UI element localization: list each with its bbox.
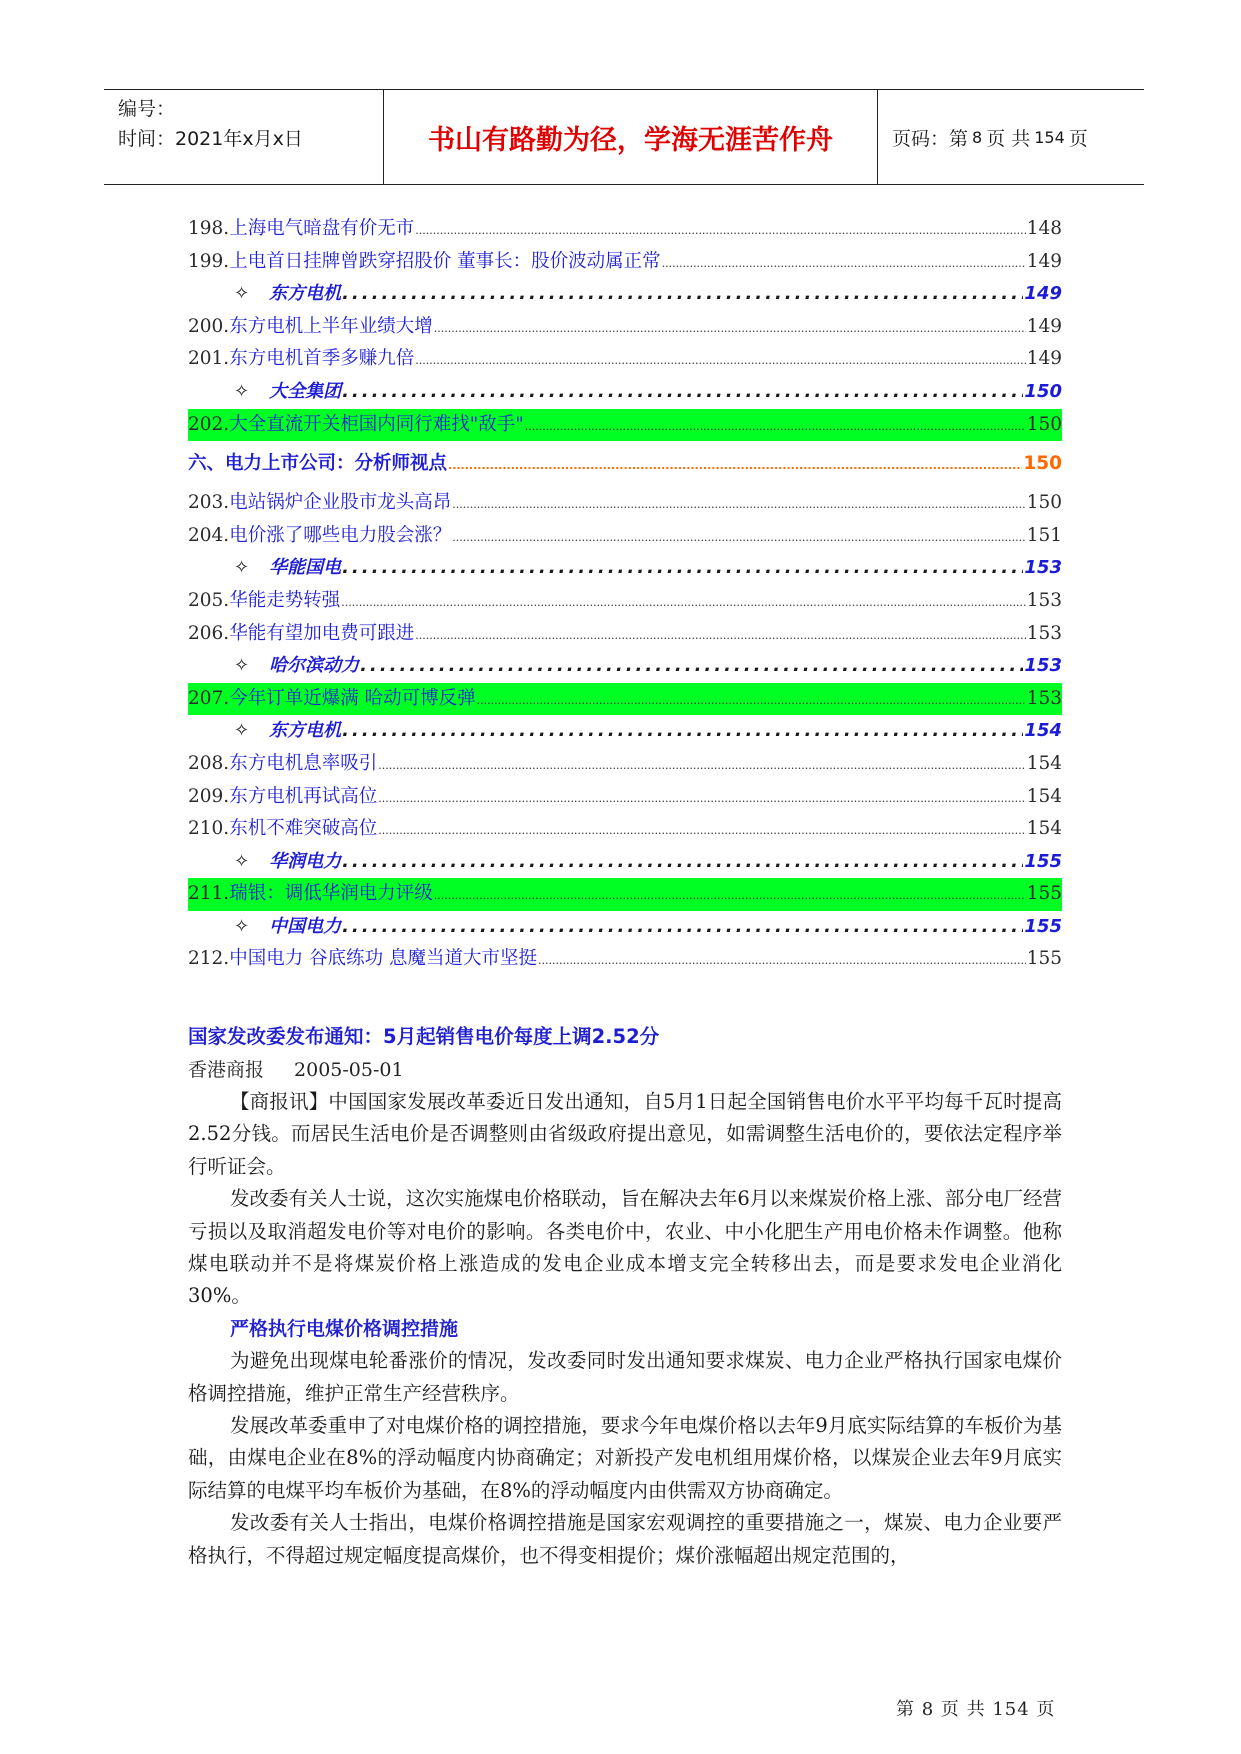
- toc-leader: [342, 376, 1023, 409]
- toc-entry[interactable]: [188, 213, 1062, 246]
- toc-leader: [342, 715, 1023, 748]
- toc-title-link[interactable]: 瑞银：调低华润电力评级: [229, 883, 433, 905]
- toc-page-number: 155: [1024, 915, 1062, 937]
- toc-page-number: 155: [1026, 948, 1062, 970]
- toc-leader: [415, 620, 1025, 651]
- toc-title-link[interactable]: 东方电机息率吸引: [229, 752, 378, 774]
- toc-number: 205.: [188, 589, 230, 611]
- toc-entry[interactable]: [188, 246, 1062, 279]
- toc-page-number: 148: [1026, 218, 1062, 239]
- toc-number: 200.: [188, 315, 230, 337]
- toc-page-number: 153: [1026, 589, 1062, 611]
- article-date: 2005-05-01: [294, 1059, 404, 1081]
- toc-title-link[interactable]: 中国电力: [269, 915, 342, 937]
- toc-entry[interactable]: [188, 781, 1062, 814]
- toc-number: 199.: [188, 250, 230, 272]
- header-motto: 书山有路勤为径，学海无涯苦作舟: [384, 90, 878, 184]
- toc-subheading[interactable]: [188, 650, 1062, 683]
- toc-leader: [452, 522, 1025, 553]
- toc-entry[interactable]: [188, 311, 1062, 344]
- article-source-line: [188, 1054, 1062, 1086]
- toc-entry[interactable]: [188, 618, 1062, 651]
- toc-number: 211.: [188, 883, 230, 905]
- toc-number: 198.: [188, 218, 230, 239]
- toc-leader: [342, 911, 1023, 944]
- toc-title-link[interactable]: 电站锅炉企业股市龙头高昂: [229, 492, 452, 514]
- toc-page-number: 150: [1026, 492, 1062, 514]
- toc-leader: [378, 783, 1025, 814]
- page-number: 8: [972, 127, 983, 147]
- toc-leader: [378, 750, 1025, 781]
- toc-title-link[interactable]: 华能走势转强: [229, 589, 341, 611]
- diamond-bullet-icon: ✧: [234, 655, 250, 677]
- article: [188, 1020, 1062, 1572]
- toc-leader: [477, 685, 1026, 716]
- toc-page-number: 155: [1024, 850, 1062, 872]
- toc-entry[interactable]: [188, 813, 1062, 846]
- toc-title-link[interactable]: 电价涨了哪些电力股会涨？: [229, 524, 452, 546]
- toc-page-number: 149: [1026, 348, 1062, 370]
- toc-title-link[interactable]: 大全直流开关柜国内同行难找"敌手": [229, 413, 524, 435]
- diamond-bullet-icon: ✧: [234, 380, 250, 402]
- toc-page-number: 150: [1023, 453, 1062, 475]
- toc-title-link[interactable]: 华能有望加电费可跟进: [229, 622, 415, 644]
- page-mid: 页 共: [986, 127, 1031, 150]
- toc-title-link[interactable]: 哈尔滨动力: [269, 655, 360, 677]
- toc-page-number: 150: [1024, 380, 1062, 402]
- toc-page-number: 153: [1026, 687, 1062, 709]
- toc-page-number: 150: [1026, 413, 1062, 435]
- article-paragraph: 为避免出现煤电轮番涨价的情况，发改委同时发出通知要求煤炭、电力企业严格执行国家电煤价格调控措施，维护正常生产经营秩序。: [188, 1349, 1062, 1405]
- article-title: 国家发改委发布通知：5月起销售电价每度上调2.52分: [188, 1025, 660, 1048]
- article-paragraph: 发改委有关人士说，这次实施煤电价格联动，旨在解决去年6月以来煤炭价格上涨、部分电厂经营亏损以及取消超发电价等对电价的影响。各类电价中，农业、中小化肥生产用电价格未作调整。他称煤电联动并不是将煤炭价格上涨造成的发电企业成本增支完全转移出去，而是要求发电企业消化30%。: [188, 1187, 1062, 1308]
- toc-page-number: 153: [1026, 622, 1062, 644]
- toc-number: 207.: [188, 687, 230, 709]
- toc-page-number: 153: [1024, 557, 1062, 579]
- toc-number: 212.: [188, 948, 230, 970]
- toc-leader: [415, 215, 1025, 246]
- toc-leader: [525, 411, 1026, 442]
- toc-page-number: 154: [1026, 785, 1062, 807]
- toc-leader: [378, 815, 1025, 846]
- toc-entry[interactable]: [188, 878, 1062, 911]
- header-page-info: [878, 90, 1144, 184]
- toc-title-link[interactable]: 东方电机首季多赚九倍: [229, 348, 415, 370]
- page-prefix: 页码：第: [892, 127, 969, 150]
- toc-section[interactable]: [188, 441, 1062, 487]
- article-paragraph: 发改委有关人士指出，电煤价格调控措施是国家宏观调控的重要措施之一，煤炭、电力企业要严格执行，不得超过规定幅度提高煤价，也不得变相提价；煤价涨幅超出规定范围的，: [188, 1511, 1062, 1567]
- toc-entry[interactable]: [188, 520, 1062, 553]
- toc-leader: [434, 880, 1026, 911]
- toc-page-number: 149: [1024, 283, 1062, 305]
- table-of-contents: [188, 213, 1062, 976]
- toc-leader: [341, 587, 1025, 618]
- article-source: 香港商报: [188, 1059, 265, 1081]
- article-paragraph: 发展改革委重申了对电煤价格的调控措施，要求今年电煤价格以去年9月底实际结算的车板价为基础，由煤电企业在8%的浮动幅度内协商确定；对新投产发电机组用煤价格，以煤炭企业去年9月底实际结算的电煤平均车板价为基础，在8%的浮动幅度内由供需双方协商确定。: [188, 1414, 1062, 1502]
- toc-entry[interactable]: [188, 683, 1062, 716]
- page-header: [104, 89, 1144, 185]
- toc-leader: [415, 345, 1025, 376]
- toc-number: 209.: [188, 785, 230, 807]
- toc-number: 208.: [188, 752, 230, 774]
- toc-leader: [448, 443, 1022, 487]
- toc-title-link[interactable]: 上海电气暗盘有价无市: [229, 218, 415, 239]
- toc-title-link[interactable]: 东方电机再试高位: [229, 785, 378, 807]
- toc-leader: [342, 552, 1023, 585]
- toc-page-number: 154: [1024, 720, 1062, 742]
- toc-page-number: 155: [1026, 883, 1062, 905]
- toc-title-link[interactable]: 东机不难突破高位: [229, 818, 378, 840]
- toc-title-link[interactable]: 上电首日挂牌曾跌穿招股价 董事长：股价波动属正常: [229, 250, 661, 272]
- toc-number: 202.: [188, 413, 230, 435]
- toc-number: 210.: [188, 818, 230, 840]
- diamond-bullet-icon: ✧: [234, 283, 250, 305]
- toc-subheading[interactable]: [188, 715, 1062, 748]
- diamond-bullet-icon: ✧: [234, 557, 250, 579]
- diamond-bullet-icon: ✧: [234, 850, 250, 872]
- toc-title-link[interactable]: 华能国电: [269, 557, 342, 579]
- toc-leader: [342, 846, 1023, 879]
- serial-label: 编号：: [118, 98, 176, 120]
- toc-title-link[interactable]: 今年订单近爆满 哈动可博反弹: [229, 687, 476, 709]
- toc-subheading[interactable]: [188, 911, 1062, 944]
- header-meta: [104, 90, 384, 184]
- toc-leader: [434, 313, 1026, 344]
- toc-entry[interactable]: [188, 585, 1062, 618]
- toc-entry[interactable]: [188, 409, 1062, 442]
- toc-page-number: 151: [1026, 524, 1062, 546]
- toc-page-number: 154: [1026, 818, 1062, 840]
- toc-number: 204.: [188, 524, 230, 546]
- toc-title-link[interactable]: 六、电力上市公司：分析师视点: [188, 453, 448, 475]
- toc-title-link[interactable]: 中国电力 谷底练功 息魔当道大市坚挺: [229, 948, 537, 970]
- toc-entry[interactable]: [188, 748, 1062, 781]
- toc-number: 206.: [188, 622, 230, 644]
- page-suffix: 页: [1068, 127, 1088, 150]
- diamond-bullet-icon: ✧: [234, 915, 250, 937]
- page-total: 154: [1034, 127, 1065, 147]
- page-footer: 第 8 页 共 154 页: [896, 1699, 1056, 1720]
- toc-entry[interactable]: [188, 343, 1062, 376]
- toc-title-link[interactable]: 华润电力: [269, 850, 342, 872]
- toc-entry[interactable]: [188, 487, 1062, 520]
- toc-leader: [452, 489, 1025, 520]
- toc-leader: [360, 650, 1023, 683]
- toc-page-number: 153: [1024, 655, 1062, 677]
- toc-leader: [538, 945, 1026, 976]
- diamond-bullet-icon: ✧: [234, 720, 250, 742]
- time-label: 时间：2021年x月x日: [118, 128, 303, 150]
- toc-page-number: 154: [1026, 752, 1062, 774]
- toc-leader: [662, 248, 1026, 279]
- toc-subheading[interactable]: [188, 278, 1062, 311]
- toc-title-link[interactable]: 东方电机上半年业绩大增: [229, 315, 433, 337]
- toc-subheading[interactable]: [188, 552, 1062, 585]
- toc-number: 203.: [188, 492, 230, 514]
- toc-number: 201.: [188, 348, 230, 370]
- toc-page-number: 149: [1026, 250, 1062, 272]
- toc-subheading[interactable]: [188, 376, 1062, 409]
- toc-page-number: 149: [1026, 315, 1062, 337]
- toc-title-link[interactable]: 大全集团: [269, 380, 342, 402]
- toc-title-link[interactable]: 东方电机: [269, 283, 342, 305]
- toc-title-link[interactable]: 东方电机: [269, 720, 342, 742]
- toc-leader: [342, 278, 1023, 311]
- article-paragraph: 【商报讯】中国国家发展改革委近日发出通知，自5月1日起全国销售电价水平平均每千瓦时提高2.52分钱。而居民生活电价是否调整则由省级政府提出意见，如需调整生活电价的，要依法定程序举行听证会。: [188, 1090, 1062, 1178]
- article-subheading: 严格执行电煤价格调控措施: [230, 1317, 459, 1340]
- toc-entry[interactable]: [188, 943, 1062, 976]
- toc-subheading[interactable]: [188, 846, 1062, 879]
